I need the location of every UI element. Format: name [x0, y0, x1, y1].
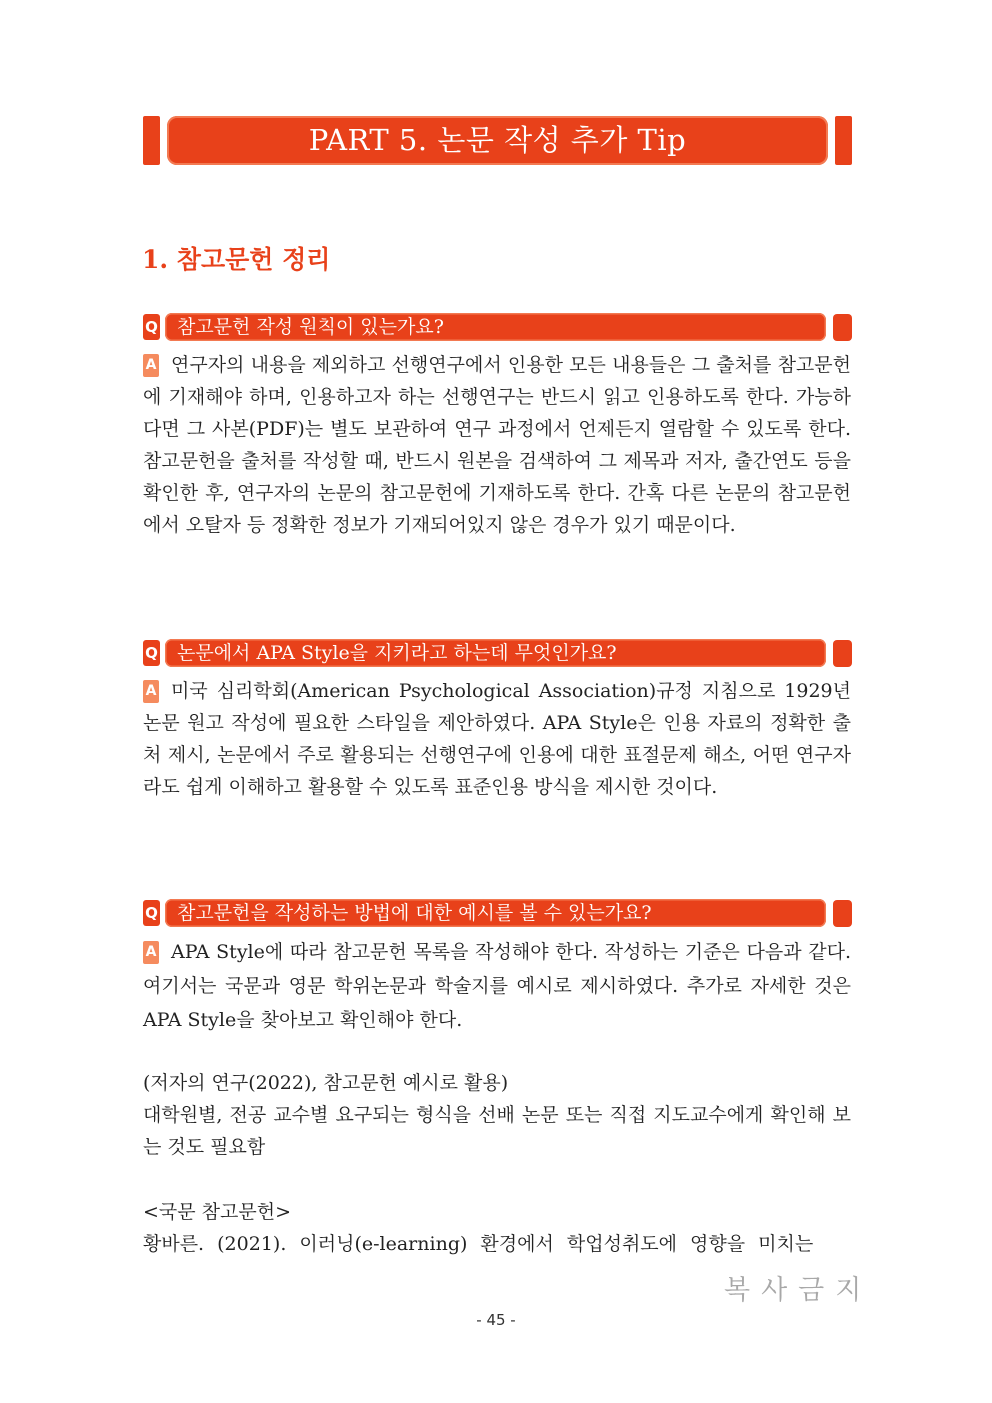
question-text: 참고문헌을 작성하는 방법에 대한 예시를 볼 수 있는가요?	[177, 902, 652, 924]
answer-text: 연구자의 내용을 제외하고 선행연구에서 인용한 모든 내용들은 그 출처를 참고문헌에 기재해야 하며, 인용하고자 하는 선행연구는 반드시 읽고 인용하도록 한다. 가능하다면 그 사본(PDF)는 별도 보관하여 연구 과정에서 언제든지 열람할 수 있도록 한다. 참고문헌을 출처를 작성할 때, 반드시 원본을 검색하여 그 제목과 저자, 출간연도 등을 확인한 후, 연구자의 논문의 참고문헌에 기재하도록 한다. 간혹 다른 논문의 참고문헌에서 오탈자 등 정확한 정보가 기재되어있지 않은 경우가 있기 때문이다.	[143, 354, 851, 536]
question-text: 논문에서 APA Style을 지키라고 하는데 무엇인가요?	[177, 642, 617, 664]
question-bar-end	[833, 640, 852, 667]
question-bar	[143, 313, 852, 341]
question-bar-end	[833, 314, 852, 341]
question-bar	[143, 639, 852, 667]
part-title: PART 5. 논문 작성 추가 Tip	[308, 123, 687, 157]
question-badge: Q	[143, 314, 160, 340]
answer-text: 미국 심리학회(American Psychological Association)규정 지침으로 1929년 논문 원고 작성에 필요한 스타일을 제안하였다. APA Style은 인용 자료의 정확한 출처 제시, 논문에서 주로 활용되는 선행연구에 인용에 대한 표절문제 해소, 어떤 연구자라도 쉽게 이해하고 활용할 수 있도록 표준인용 방식을 제시한 것이다.	[143, 680, 851, 798]
part-banner	[143, 116, 852, 165]
note-line-2: 대학원별, 전공 교수별 요구되는 형식을 선배 논문 또는 직접 지도교수에게 확인해 보는 것도 필요함	[143, 1104, 851, 1158]
part-banner-left-cap	[143, 116, 160, 165]
answer-badge: A	[143, 354, 159, 377]
reference-entry: 황바른. (2021). 이러닝(e-learning) 환경에서 학업성취도에 영향을 미치는	[143, 1233, 814, 1255]
answer-badge: A	[143, 941, 159, 964]
question-bar	[143, 899, 852, 927]
answer-paragraph	[143, 349, 851, 541]
no-copy-stamp: 복사금지	[724, 1275, 873, 1306]
question-badge: Q	[143, 640, 160, 666]
part-banner-right-cap	[835, 116, 852, 165]
answer-paragraph	[143, 935, 851, 1037]
answer-text: APA Style에 따라 참고문헌 목록을 작성해야 한다. 작성하는 기준은 다음과 같다. 여기서는 국문과 영문 학위논문과 학술지를 예시로 제시하였다. 추가로 자세한 것은 APA Style을 찾아보고 확인해야 한다.	[143, 941, 851, 1031]
note-line-1: (저자의 연구(2022), 참고문헌 예시로 활용)	[143, 1072, 509, 1094]
answer-badge: A	[143, 680, 159, 703]
question-bar-end	[833, 900, 852, 927]
page-number: - 45 -	[476, 1311, 516, 1329]
answer-paragraph	[143, 675, 851, 803]
question-text: 참고문헌 작성 원칙이 있는가요?	[177, 316, 444, 338]
korean-references-heading: <국문 참고문헌>	[143, 1201, 292, 1223]
section-title: 1. 참고문헌 정리	[142, 245, 331, 274]
question-badge: Q	[143, 900, 160, 926]
